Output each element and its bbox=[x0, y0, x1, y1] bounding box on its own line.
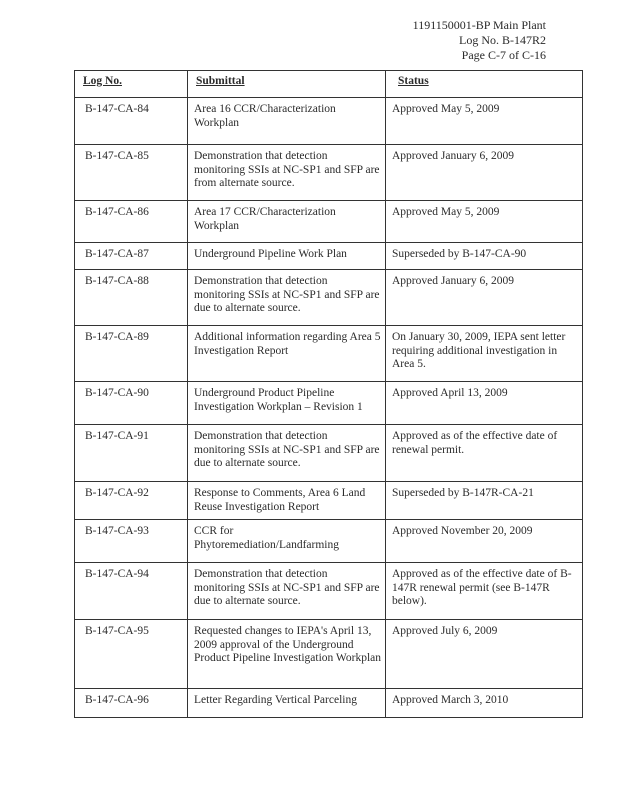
submittal-cell: Demonstration that detection monitoring SSIs at NC-SP1 and SFP are due to alternate source. bbox=[188, 270, 386, 326]
status-cell: Superseded by B-147-CA-90 bbox=[386, 243, 583, 270]
log-no-cell: B-147-CA-94 bbox=[75, 563, 188, 620]
log-no-cell: B-147-CA-85 bbox=[75, 145, 188, 201]
table-row bbox=[75, 482, 583, 520]
table-header-row bbox=[75, 71, 583, 98]
column-header-status: Status bbox=[386, 71, 583, 98]
submittal-cell: Letter Regarding Vertical Parceling bbox=[188, 689, 386, 718]
status-cell: Approved April 13, 2009 bbox=[386, 382, 583, 425]
table-row bbox=[75, 520, 583, 563]
submittal-cell: CCR for Phytoremediation/Landfarming bbox=[188, 520, 386, 563]
status-cell: Superseded by B-147R-CA-21 bbox=[386, 482, 583, 520]
submittal-cell: Area 16 CCR/Characterization Workplan bbox=[188, 98, 386, 145]
table-row bbox=[75, 326, 583, 382]
table-row bbox=[75, 145, 583, 201]
table-row bbox=[75, 425, 583, 482]
log-no-cell: B-147-CA-84 bbox=[75, 98, 188, 145]
submittal-cell: Demonstration that detection monitoring SSIs at NC-SP1 and SFP are due to alternate source. bbox=[188, 563, 386, 620]
submittal-cell: Area 17 CCR/Characterization Workplan bbox=[188, 201, 386, 243]
table-row bbox=[75, 563, 583, 620]
log-no-cell: B-147-CA-90 bbox=[75, 382, 188, 425]
submittal-cell: Requested changes to IEPA's April 13, 2009 approval of the Underground Product Pipeline Investigation Workplan bbox=[188, 620, 386, 689]
log-no-cell: B-147-CA-86 bbox=[75, 201, 188, 243]
status-cell: On January 30, 2009, IEPA sent letter requiring additional investigation in Area 5. bbox=[386, 326, 583, 382]
status-cell: Approved May 5, 2009 bbox=[386, 201, 583, 243]
table-row bbox=[75, 689, 583, 718]
submittal-cell: Underground Pipeline Work Plan bbox=[188, 243, 386, 270]
page-number: Page C-7 of C-16 bbox=[461, 48, 546, 62]
table-row bbox=[75, 620, 583, 689]
status-cell: Approved January 6, 2009 bbox=[386, 270, 583, 326]
submittal-cell: Additional information regarding Area 5 Investigation Report bbox=[188, 326, 386, 382]
submittal-cell: Demonstration that detection monitoring SSIs at NC-SP1 and SFP are due to alternate source. bbox=[188, 425, 386, 482]
status-cell: Approved as of the effective date of B-147R renewal permit (see B-147R below). bbox=[386, 563, 583, 620]
status-cell: Approved March 3, 2010 bbox=[386, 689, 583, 718]
submittal-cell: Response to Comments, Area 6 Land Reuse Investigation Report bbox=[188, 482, 386, 520]
log-no-cell: B-147-CA-93 bbox=[75, 520, 188, 563]
facility-id: 1191150001-BP Main Plant bbox=[412, 18, 546, 32]
status-cell: Approved July 6, 2009 bbox=[386, 620, 583, 689]
log-no-cell: B-147-CA-95 bbox=[75, 620, 188, 689]
document-header bbox=[413, 18, 546, 63]
status-cell: Approved May 5, 2009 bbox=[386, 98, 583, 145]
column-header-log-no: Log No. bbox=[75, 71, 188, 98]
column-header-submittal: Submittal bbox=[188, 71, 386, 98]
submittal-cell: Demonstration that detection monitoring SSIs at NC-SP1 and SFP are from alternate source. bbox=[188, 145, 386, 201]
status-cell: Approved November 20, 2009 bbox=[386, 520, 583, 563]
log-no-cell: B-147-CA-96 bbox=[75, 689, 188, 718]
status-cell: Approved January 6, 2009 bbox=[386, 145, 583, 201]
table-row bbox=[75, 382, 583, 425]
table-row bbox=[75, 98, 583, 145]
submittal-log-table bbox=[74, 70, 583, 718]
log-no-cell: B-147-CA-92 bbox=[75, 482, 188, 520]
log-no-cell: B-147-CA-87 bbox=[75, 243, 188, 270]
submittal-cell: Underground Product Pipeline Investigation Workplan – Revision 1 bbox=[188, 382, 386, 425]
log-no-cell: B-147-CA-89 bbox=[75, 326, 188, 382]
log-no-cell: B-147-CA-91 bbox=[75, 425, 188, 482]
table-row bbox=[75, 270, 583, 326]
table-row bbox=[75, 243, 583, 270]
log-number: Log No. B-147R2 bbox=[459, 33, 546, 47]
status-cell: Approved as of the effective date of renewal permit. bbox=[386, 425, 583, 482]
log-no-cell: B-147-CA-88 bbox=[75, 270, 188, 326]
table-row bbox=[75, 201, 583, 243]
